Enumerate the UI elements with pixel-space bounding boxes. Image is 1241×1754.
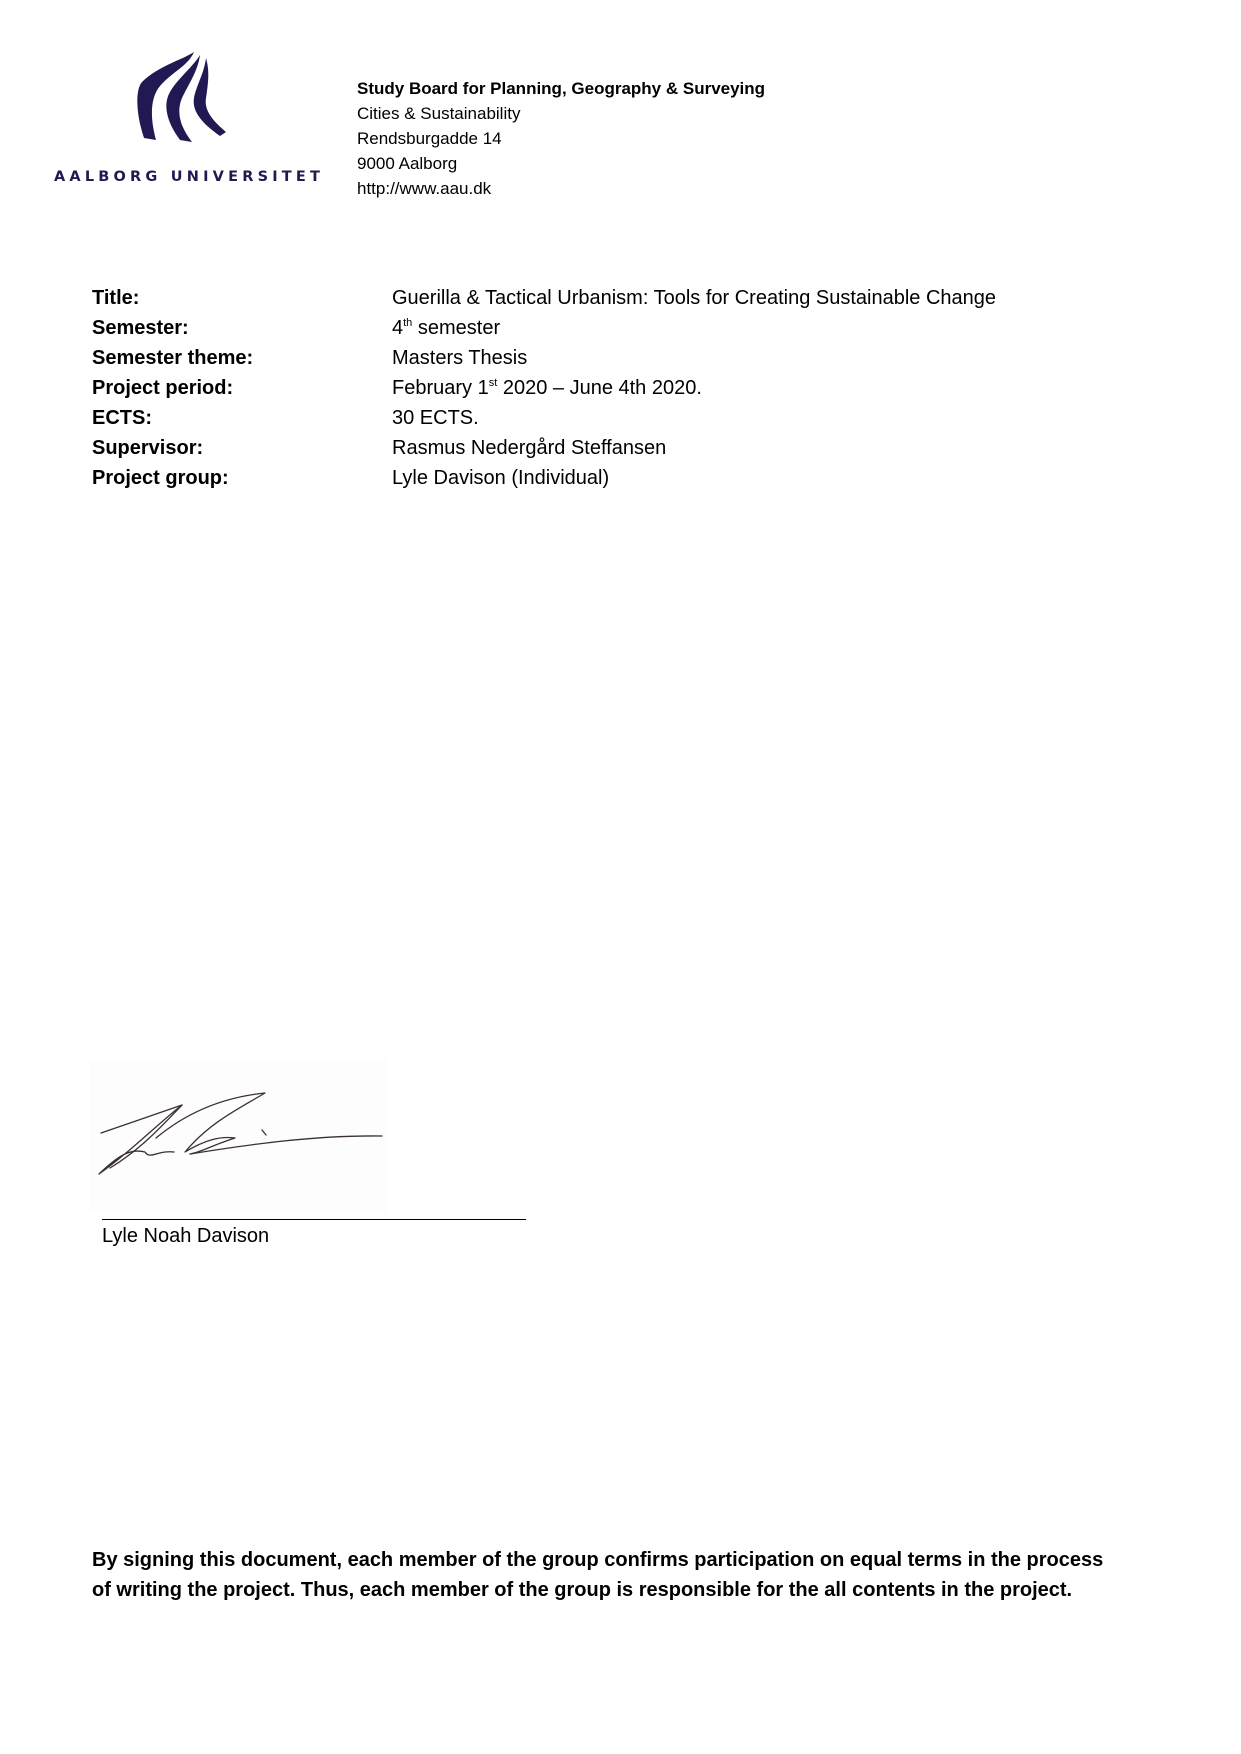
declaration-line: of writing the project. Thus, each member of the group is responsible for the all contents in the project.: [92, 1579, 1073, 1601]
signature-line: [102, 1219, 526, 1220]
info-value: Masters Thesis: [392, 347, 528, 369]
info-value-text: semester: [412, 317, 501, 339]
info-label: Supervisor:: [92, 437, 204, 459]
handwritten-signature-icon: [90, 1060, 388, 1212]
street-address: Rendsburgadde 14: [357, 129, 502, 148]
info-row-project-period: [92, 373, 996, 403]
info-label: ECTS:: [92, 407, 152, 429]
info-label: Project period:: [92, 377, 234, 399]
info-value: [392, 313, 500, 343]
info-value: Lyle Davison (Individual): [392, 467, 610, 489]
info-row-ects: [92, 403, 996, 433]
city-address: 9000 Aalborg: [357, 154, 458, 173]
group-declaration-text: [92, 1545, 1152, 1605]
signer-name: Lyle Noah Davison: [102, 1225, 270, 1247]
website-link[interactable]: http://www.aau.dk: [357, 179, 492, 198]
study-board-address: [357, 76, 765, 201]
university-wordmark: AALBORG UNIVERSITET: [54, 169, 325, 185]
declaration-line: By signing this document, each member of the group confirms participation on equal terms in the process: [92, 1549, 1104, 1571]
info-row-supervisor: [92, 433, 996, 463]
info-value: 30 ECTS.: [392, 407, 479, 429]
info-label: Semester:: [92, 317, 189, 339]
info-value: [392, 373, 702, 403]
info-value: Rasmus Nedergård Steffansen: [392, 437, 667, 459]
signature-image: [90, 1060, 388, 1212]
info-row-semester-theme: [92, 343, 996, 373]
info-value-text: 2020 – June 4th 2020.: [497, 377, 702, 399]
info-value-text: 4: [392, 317, 404, 339]
info-label: Semester theme:: [92, 347, 254, 369]
university-logo: [52, 50, 325, 195]
info-label: Project group:: [92, 467, 229, 489]
info-row-semester: [92, 313, 996, 343]
info-row-project-group: [92, 463, 996, 493]
info-value-text: February 1: [392, 377, 489, 399]
info-label: Title:: [92, 287, 140, 309]
project-info-table: [92, 283, 996, 493]
info-value: Guerilla & Tactical Urbanism: Tools for Creating Sustainable Change: [392, 287, 997, 309]
info-row-title: [92, 283, 996, 313]
ordinal-suffix: st: [488, 377, 498, 389]
ordinal-suffix: th: [403, 317, 413, 329]
department-name: Cities & Sustainability: [357, 104, 521, 123]
study-board-name: Study Board for Planning, Geography & Surveying: [357, 79, 766, 98]
aau-wave-logo-icon: [134, 52, 226, 142]
